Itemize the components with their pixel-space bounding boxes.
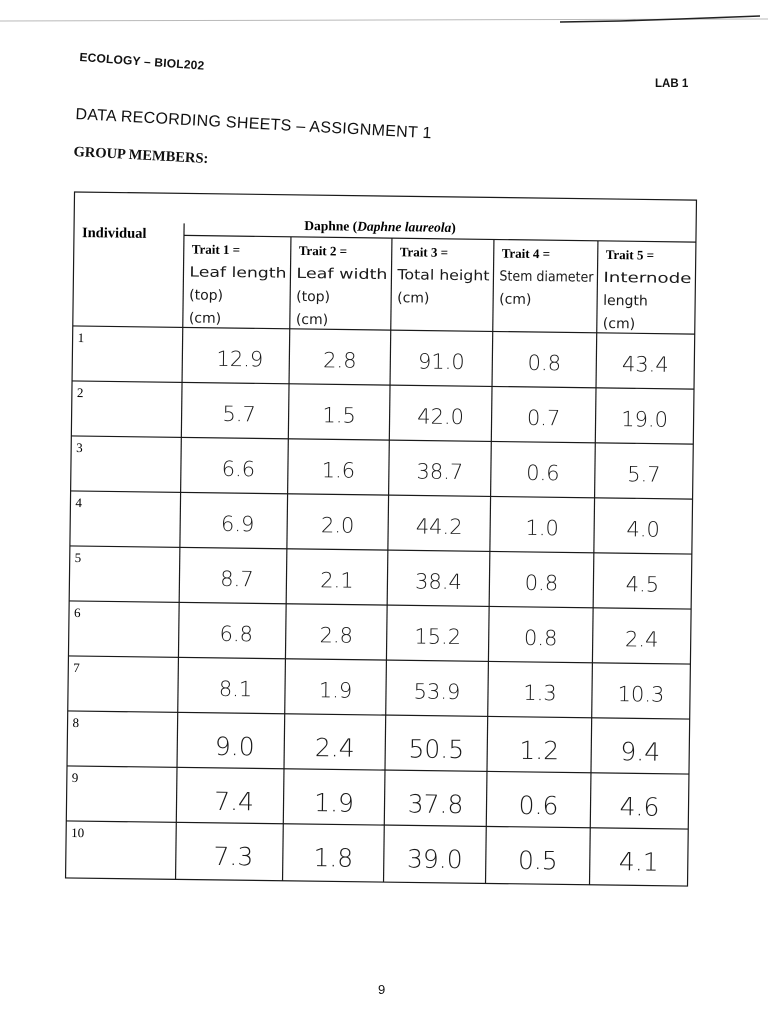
cell-value: 1.3 — [523, 680, 557, 706]
trait-4-description-line: Stem diameter — [499, 268, 605, 286]
cell-value: 0.7 — [526, 405, 561, 431]
cell-value: 39.0 — [406, 844, 463, 875]
species-divider — [184, 235, 696, 242]
cell-value: 6.8 — [219, 621, 254, 647]
trait-2-description-line: Leaf width — [296, 265, 370, 283]
cell-value: 44.2 — [415, 514, 463, 540]
cell-value: 2.1 — [320, 568, 354, 593]
cell-value: 0.8 — [524, 570, 559, 596]
trait-2-description-line: (cm) — [295, 311, 329, 329]
trait-5-description-line: length — [603, 292, 648, 310]
row-divider — [72, 381, 694, 389]
row-divider — [70, 546, 692, 554]
trait-5-label: Trait 5 = — [605, 246, 655, 263]
individual-id: 8 — [72, 714, 80, 731]
lab-label: LAB 1 — [655, 78, 689, 90]
cell-value: 10.3 — [617, 682, 665, 707]
trait-3-description-line: (cm) — [397, 290, 430, 307]
trait-4-label: Trait 4 = — [501, 245, 551, 262]
cell-value: 0.8 — [523, 625, 558, 651]
row-divider — [67, 766, 689, 774]
individual-id: 4 — [75, 495, 83, 511]
cell-value: 4.0 — [626, 517, 661, 542]
group-members-label: GROUP MEMBERS: — [73, 144, 209, 168]
cell-value: 1.9 — [313, 788, 355, 818]
individual-id: 5 — [74, 550, 82, 566]
individual-id: 9 — [71, 769, 79, 786]
row-divider — [71, 491, 693, 499]
cell-value: 15.2 — [414, 624, 462, 650]
individual-id: 3 — [76, 440, 83, 456]
row-divider — [73, 326, 695, 334]
column-divider — [590, 241, 598, 885]
cell-value: 1.0 — [525, 515, 560, 541]
trait-3-label: Trait 3 = — [399, 244, 449, 260]
individual-id: 7 — [73, 659, 80, 676]
individual-id: 10 — [71, 824, 85, 841]
column-divider — [384, 238, 392, 882]
cell-value: 42.0 — [417, 404, 465, 430]
cell-value: 9.4 — [620, 737, 661, 767]
column-divider — [176, 223, 185, 879]
trait-4-description-line: (cm) — [499, 291, 532, 308]
cell-value: 1.8 — [313, 843, 354, 873]
cell-value: 2.8 — [322, 348, 357, 373]
trait-1-label: Trait 1 = — [191, 241, 241, 258]
individual-id: 1 — [77, 330, 85, 346]
column-divider — [283, 237, 291, 881]
cell-value: 6.6 — [221, 456, 256, 482]
row-divider — [66, 821, 688, 829]
cell-value: 0.5 — [517, 845, 558, 876]
course-heading: ECOLOGY – BIOL202 — [79, 50, 205, 73]
cell-value: 5.7 — [222, 401, 256, 427]
trait-1-description-line: (cm) — [188, 310, 222, 327]
cell-value: 2.4 — [624, 627, 659, 652]
trait-1-description-line: Leaf length — [189, 264, 269, 282]
cell-value: 4.1 — [618, 847, 659, 877]
trait-2-label: Trait 2 = — [298, 242, 348, 259]
cell-value: 1.9 — [318, 678, 353, 703]
individual-header: Individual — [81, 225, 147, 242]
sheet-title: DATA RECORDING SHEETS – ASSIGNMENT 1 — [75, 106, 433, 143]
page-number: 9 — [378, 982, 386, 997]
cell-value: 12.9 — [216, 346, 264, 372]
cell-value: 37.8 — [407, 789, 464, 820]
cell-value: 2.0 — [320, 513, 355, 538]
cell-value: 8.7 — [220, 566, 254, 592]
trait-3-description-line: Total height — [397, 267, 480, 285]
cell-value: 91.0 — [417, 349, 465, 375]
cell-value: 8.1 — [218, 676, 253, 702]
table-border — [66, 192, 697, 886]
individual-id: 2 — [76, 385, 84, 401]
trait-1-description-line: (top) — [189, 287, 224, 304]
cell-value: 53.9 — [413, 679, 461, 705]
cell-value: 50.5 — [408, 734, 465, 765]
individual-id: 6 — [73, 605, 81, 621]
cell-value: 4.6 — [619, 792, 660, 822]
trait-5-description-line: (cm) — [602, 315, 636, 333]
cell-value: 38.7 — [416, 459, 464, 485]
cell-value: 1.5 — [322, 403, 356, 428]
trait-5-description-line: Internode — [603, 269, 672, 287]
cell-value: 0.6 — [526, 460, 560, 486]
cell-value: 7.4 — [213, 786, 255, 817]
cell-value: 2.8 — [319, 623, 354, 648]
cell-value: 38.4 — [414, 569, 462, 595]
cell-value: 4.5 — [625, 572, 660, 597]
trait-2-description-line: (top) — [296, 288, 331, 306]
species-heading: Daphne (Daphne laureola) — [304, 217, 456, 235]
cell-value: 6.9 — [220, 511, 255, 537]
column-divider — [486, 239, 494, 883]
cell-value: 1.6 — [321, 458, 356, 483]
cell-value: 43.4 — [621, 352, 669, 377]
row-divider — [68, 656, 690, 664]
cell-value: 2.4 — [314, 733, 355, 763]
row-divider — [71, 436, 693, 444]
row-divider — [68, 711, 690, 719]
cell-value: 0.6 — [518, 790, 559, 821]
row-divider — [69, 601, 691, 609]
cell-value: 7.3 — [213, 841, 254, 872]
cell-value: 5.7 — [627, 462, 661, 487]
cell-value: 0.8 — [527, 350, 562, 376]
cell-value: 19.0 — [621, 407, 669, 432]
cell-value: 9.0 — [214, 731, 255, 762]
cell-value: 1.2 — [519, 735, 560, 766]
